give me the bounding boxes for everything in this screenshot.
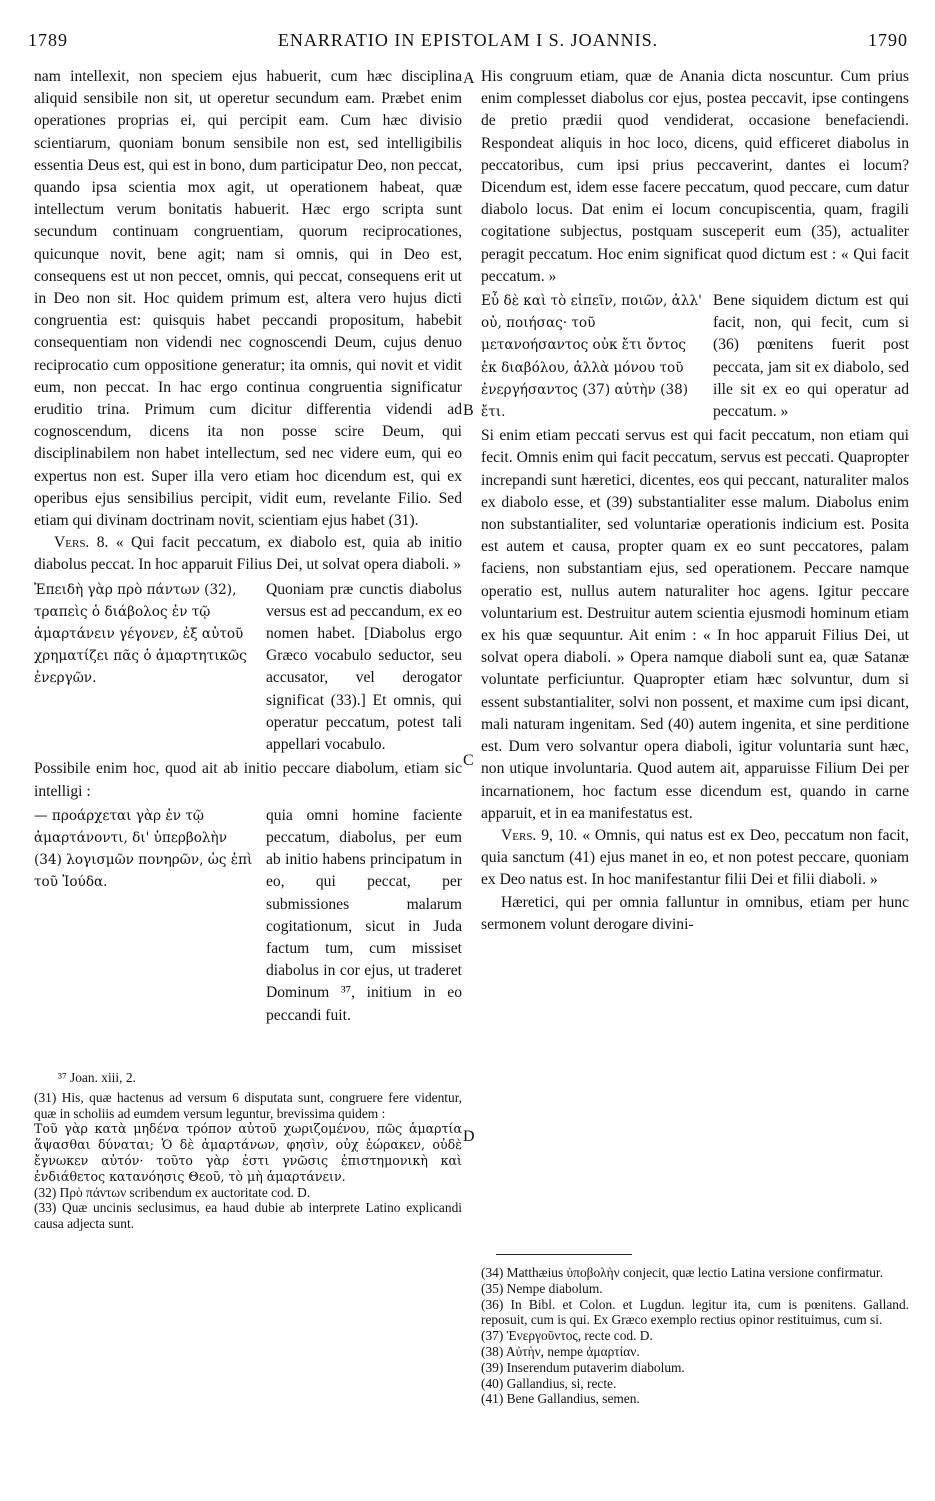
footnote-38: (38) Αὐτὴν, nempe ἁμαρτίαν. (481, 1343, 640, 1359)
latin-text-1: Quoniam præ cunctis diabolus versus est ad peccandum, ex eo nomen habet. [Diabolus ergo Græco vocabulo seductor, seu accusator, vel derogator significat (33).] Et omnis, qui operatur peccatum, potest tali appellari vocabulo. (266, 580, 462, 754)
footnote-41: (41) Bene Gallandius, semen. (481, 1391, 640, 1407)
latin-text-3: Bene siquidem dictum est qui facit, non, qui fecit, cum si (36) pœnitens fuerit post peccata, jam sit ex diabolo, sed ille sit ex eo qui operatur ad peccatum. » (713, 292, 909, 421)
scripture-reference: ³⁷ Joan. xiii, 2. (58, 1070, 136, 1085)
greek-text-1: Ἐπειδὴ γὰρ πρὸ πάντων (32), τραπεὶς ὁ διάβολος ἐν τῷ ἁμαρτάνειν γέγονεν, ἐξ αὐτοῦ χρηματίζει πᾶς ὁ ἁμαρτητικῶς ἐνεργῶν. (34, 581, 247, 687)
greek-latin-block-1 (34, 579, 462, 757)
margin-letter-b: B (463, 402, 474, 419)
margin-letter-a: A (463, 70, 475, 87)
footnotes-right (481, 1265, 909, 1407)
footnote-36: (36) In Bibl. et Colon. et Lugdun. legitur ita, cum is pœnitens. Galland. reposuit, cum is qui. Ex Græco exemplo rectius opinor restituimus, cum si. (481, 1296, 909, 1328)
right-paragraph-3: Hæretici, qui per omnia falluntur in omnibus, etiam per hunc sermonem volunt derogare divini- (481, 893, 909, 933)
right-paragraph-2: Si enim etiam peccati servus est qui facit peccatum, non etiam qui fecit. Omnis enim qui facit peccatum, servus est peccati. Quapropter increpandi sunt hæretici, dicentes, eos qui peccant, naturaliter malos ex diabolo esse, et (39) substantialiter esse malum. Diabolus enim non substantialiter, sed voluntariæ operationis indicium est. Posita est autem et causa, propter quam ex eo sunt peccatores, palam faciens, non substantiam ejus, sed operationem. Peccare namque operatio est, nullus autem naturaliter hoc agens. Igitur peccare voluntarium est. Destruitur autem scientia ejusmodi hominum etiam ex his quæ sequuntur. Ait enim : « In hoc apparuit Filius Dei, ut solvat opera diaboli. » Opera namque diaboli sunt ea, quæ Satanæ voluntate perficiuntur. Quapropter etiam hæc solvuntur, dum si essent substantialiter, solvi non possent, et maxime cum ipsi dicant, mali naturam ingenitam. Sed (40) autem ingenita, et sine perditione est. Dum vero solvantur opera diaboli, igitur voluntaria sunt hæc, non utique involuntaria. Quod autem ait, apparuisse Filium Dei per incarnationem, hoc factum esse dicendum est, quando in carne apparuit, et in ea manifestatus est. (481, 427, 909, 822)
footnote-32: (32) Πρὸ πάντων scribendum ex auctoritate cod. D. (34, 1184, 311, 1200)
right-paragraph-1: His congruum etiam, quæ de Anania dicta noscuntur. Cum prius enim complesset diabolus cor ejus, postea peccavit, ipse contingens de pretio prædii quod vendiderat, occasione benefaciendi. Respondeat aliquis in hoc loco, dicens, quid efficeret diabolus in peccatoribus, cum ipsi prius peccaverint, dantes ei locum? Dicendum est, idem esse facere peccatum, quod peccare, cum datur diabolo locus. Dat enim ei locum concupiscentia, quam, fragili cogitatione subjectus, postquam susceperit eum (35), actualiter peragit peccatum. Hoc enim significat quod dictum est : « Qui facit peccatum. » (481, 68, 909, 285)
verse-9-label: Vers. 9, 10. (501, 826, 578, 844)
verse-8-text: « Qui facit peccatum, ex diabolo est, quia ab initio diabolus peccat. In hoc apparuit Filius Dei, ut solvat opera diaboli. » (34, 534, 462, 574)
left-column (34, 66, 462, 1029)
right-column (481, 66, 909, 936)
page-header (28, 30, 908, 56)
greek-text-3: Εὖ δὲ καὶ τὸ εἰπεῖν, ποιῶν, ἀλλ' οὐ, ποιήσας· τοῦ μετανοήσαντος οὐκ ἔτι ὄντος ἐκ διαβόλου, ἀλλὰ μόνου τοῦ ἐνεργήσαντος (37) αὐτὴν (38) ἔτι. (481, 293, 702, 421)
greek-latin-block-2 (34, 805, 462, 1027)
footnote-33: (33) Quæ uncinis seclusimus, ea haud dubie ab interprete Latino explicandi causa adjecta sunt. (34, 1200, 462, 1232)
page-number-left: 1789 (28, 30, 68, 50)
footnote-31: (31) His, quæ hactenus ad versum 6 disputata sunt, congruere fere videntur, quæ in scholiis ad eumdem versum leguntur, brevissima quidem : (34, 1089, 462, 1121)
footnote-40: (40) Gallandius, si, recte. (481, 1375, 617, 1391)
page-number-right: 1790 (868, 30, 908, 50)
footnote-35: (35) Nempe diabolum. (481, 1280, 603, 1296)
footnote-rule (496, 1254, 632, 1255)
footnote-39: (39) Inserendum putaverim diabolum. (481, 1359, 685, 1375)
margin-letter-d: D (463, 1128, 475, 1145)
left-paragraph-1: nam intellexit, non speciem ejus habuerit, cum hæc disciplina aliquid sensibile non sit, ut operetur secundum eam. Præbet enim operationes proprias ei, qui percipit eam. Cum hæc divisio scientiarum, quoniam bonum sensibile non est, sed intelligibilis essentia Deus est, qui est in bono, dum participatur Deo, non peccat, quando ipsa scientia mox agit, ut operationem habeat, quæ intellectum verum bonitatis habuerit. Hæc ergo scripta sunt secundum continuam congruentiam, quorum reciprocationes, quicunque novit, bene agit; nam si omnis, qui in Deo est, consequens est ut non peccet, omnis, qui peccat, consequens erit ut in Deo non sit. Hoc quidem primum est, altera vero hujus dicti congruentia est: quisquis habet peccandi propositum, habebit consequentiam non videndi nec cognoscendi Deum, cujus denuo reciprocatio cum oppositione generatur; ita omnis, qui novit et vidit eum, non peccat. In hac ergo continua congruentia significatur eruditio trina. Primum cum dicitur differentia videndi ad cognoscendum, dicens ita non posse scire Deum, qui disciplinabilem non habet intellectum, sed nec videre eum, qui eo expertus non est. Super illa vero etiam hoc dicendum est, qui ex operibus ejus sensibilius percipit, vidit eum, revelante Filio. Sed etiam qui divinam doctrinam novit, scientiam ejus habet (31). (34, 68, 462, 530)
footnotes-left (34, 1070, 462, 1232)
verse-8 (34, 532, 462, 576)
greek-text-2: — προάρχεται γὰρ ἐν τῷ ἁμαρτάνοντι, δι' ὑπερβολὴν (34) λογισμῶν πονηρῶν, ὡς ἐπὶ τοῦ Ἰούδα. (34, 807, 253, 891)
verse-8-label: Vers. 8. (54, 534, 109, 552)
left-paragraph-2: Possibile enim hoc, quod ait ab initio peccare diabolum, etiam sic intelligi : (34, 760, 462, 800)
running-title: ENARRATIO IN EPISTOLAM I S. JOANNIS. (277, 30, 659, 50)
footnote-34: (34) Matthæius ὑποβολὴν conjecit, quæ lectio Latina versione confirmatur. (481, 1265, 883, 1280)
latin-text-2: quia omni homine faciente peccatum, diabolus, per eum ab initio habens principatum in eo, qui peccat, per submissiones malarum cogitationum, sicut in Juda factum tum, cum missiset diabolus in cor ejus, ut traderet Dominum ³⁷, initium in eo peccandi fuit. (266, 806, 462, 1024)
greek-latin-block-3 (481, 290, 909, 423)
footnote-31-greek: Τοῦ γὰρ κατὰ μηδένα τρόπον αὐτοῦ χωριζομένου, πῶς ἁμαρτία ἅψασθαι δύναται; Ὁ δὲ ἁμαρτάνων, φησὶν, οὐχ ἑώρακεν, οὐδὲ ἔγνωκεν αὐτόν· τοῦτο γὰρ ἐστι γνῶσις ἐπιστημονικὴ καὶ ἐνδιάθετος κατανόησις Θεοῦ, τὸ μὴ ἁμαρτάνειν. (34, 1121, 462, 1184)
verse-9-text: « Omnis, qui natus est ex Deo, peccatum non facit, quia sanctum (41) ejus manet in eo, et non potest peccare, quoniam ex Deo natus est. In hoc manifestantur filii Dei et filii diaboli. » (481, 826, 909, 889)
footnote-37: (37) Ἐνεργοῦντος, recte cod. D. (481, 1328, 653, 1344)
margin-letter-c: C (463, 752, 474, 769)
verse-9-10 (481, 825, 909, 892)
